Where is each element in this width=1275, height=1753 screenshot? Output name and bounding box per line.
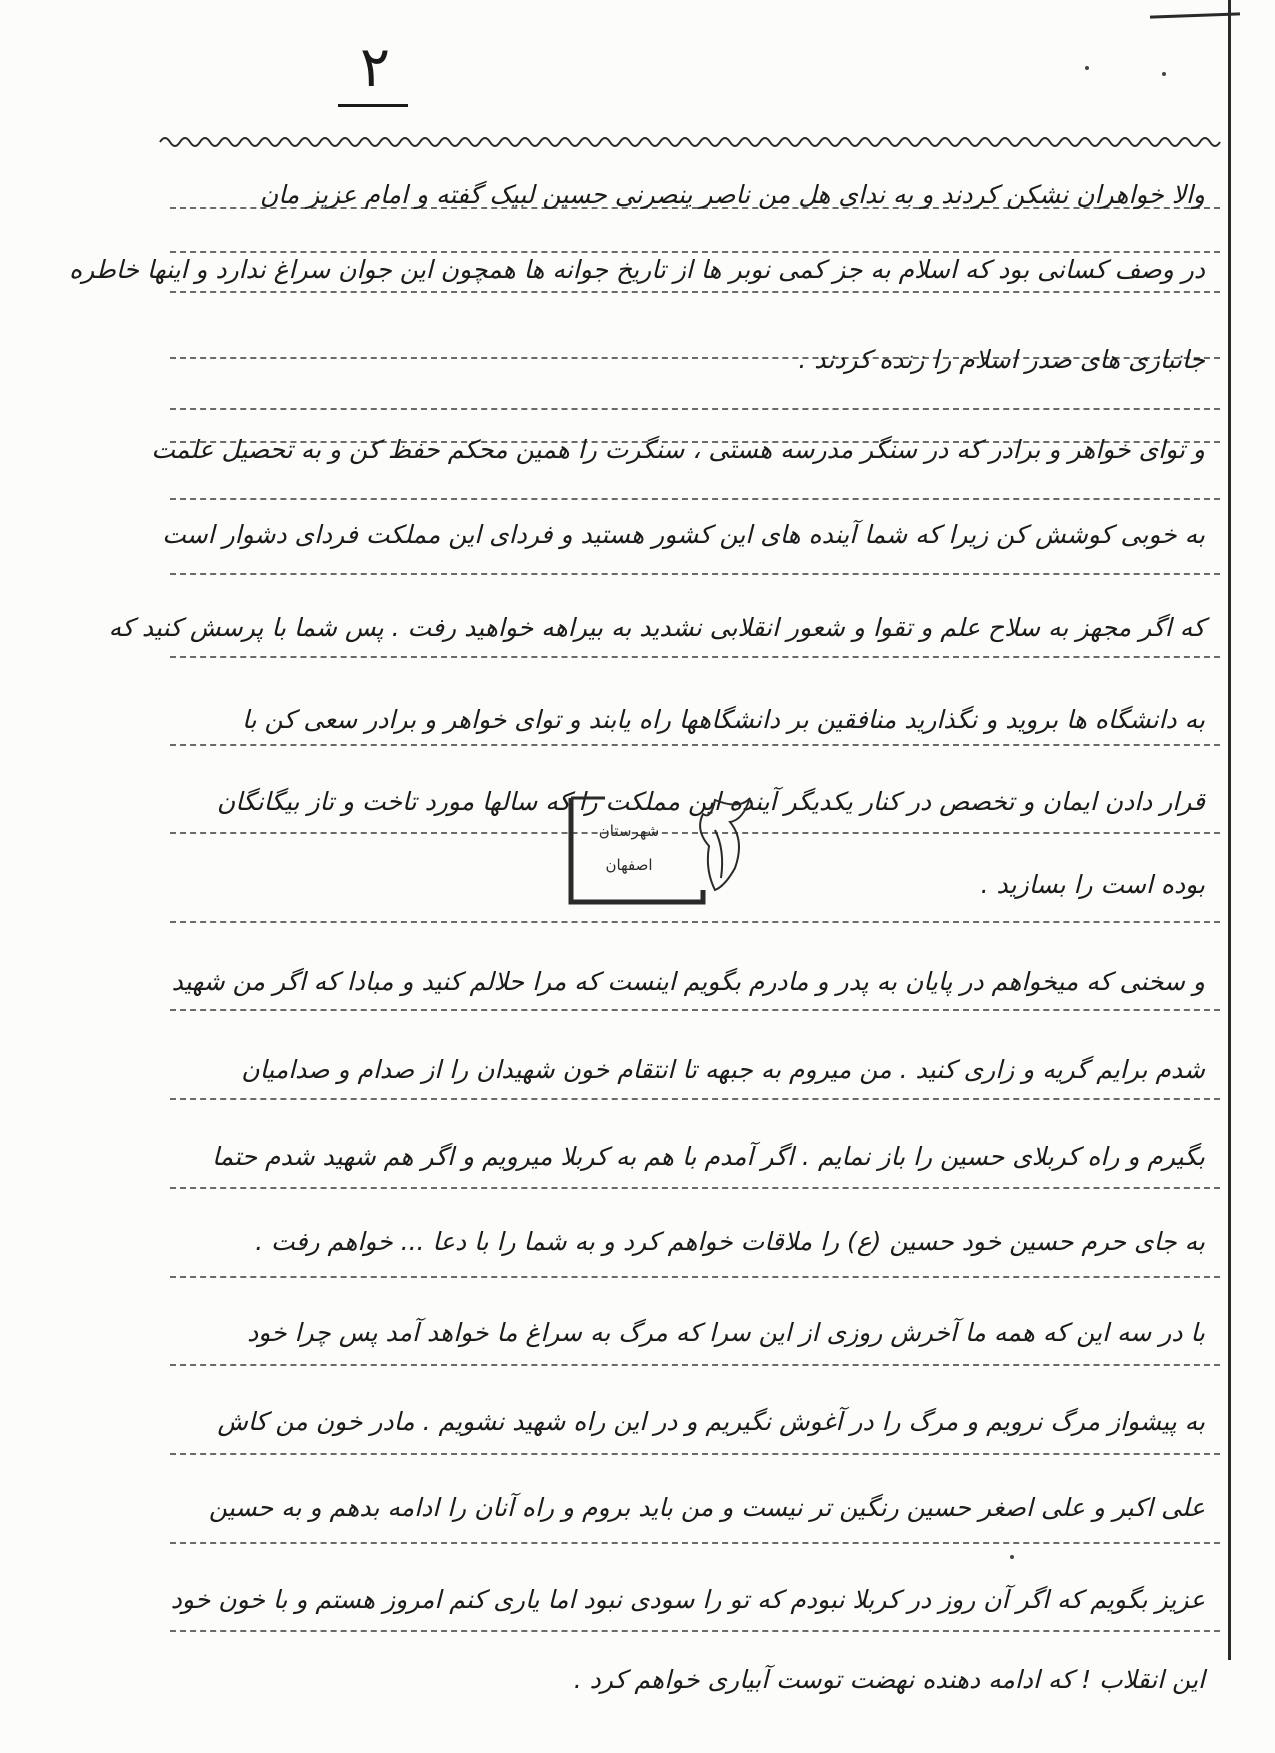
text-line: به خوبی کوشش کن زیرا که شما آینده های این کشور هستید و فردای این مملکت فردای دشوار است <box>162 520 1205 549</box>
text-line: و سخنی که میخواهم در پایان به پدر و مادرم بگویم اینست که مرا حلالم کنید و مبادا که اگر من شهید <box>171 967 1205 996</box>
ruled-line <box>170 291 1220 293</box>
text-line: جانبازی های صدر اسلام را زنده کردند . <box>798 345 1205 374</box>
ruled-line <box>170 1453 1220 1455</box>
text-line: در وصف کسانی بود که اسلام به جز کمی نوبر ها از تاریخ جوانه ها همچون این جوان سراغ ندارد و اینها خاطره <box>69 255 1205 284</box>
text-line: بگیرم و راه کربلای حسین را باز نمایم . اگر آمدم با هم به کربلا میرویم و اگر هم شهید شدم حتما <box>212 1142 1205 1171</box>
ruled-line <box>170 1276 1220 1278</box>
text-line: به جای حرم حسین خود حسین (ع) را ملاقات خواهم کرد و به شما را با دعا ... خواهم رفت . <box>255 1227 1205 1256</box>
text-line: عزیز بگویم که اگر آن روز در کربلا نبودم که تو را سودی نبود اما یاری کنم امروز هستم و با خون خود <box>170 1585 1205 1614</box>
ruled-line <box>170 1187 1220 1189</box>
page-number-underline <box>338 104 408 107</box>
ink-speck <box>1085 66 1089 70</box>
text-line: با در سه این که همه ما آخرش روزی از این سرا که مرگ به سراغ ما خواهد آمد پس چرا خود <box>247 1318 1205 1347</box>
text-line: قرار دادن ایمان و تخصص در کنار یکدیگر آینده این مملکت را که سالها مورد تاخت و تاز بیگانگان <box>216 787 1205 816</box>
ruled-line <box>170 1542 1220 1544</box>
ruled-line <box>170 1098 1220 1100</box>
text-line: علی اکبر و علی اصغر حسین رنگین تر نیست و من باید بروم و راه آنان را ادامه بدهم و به حسین <box>208 1493 1205 1522</box>
page-border-right <box>1228 0 1231 1660</box>
official-stamp <box>565 790 765 910</box>
text-line: این انقلاب ! که ادامه دهنده نهضت توست آبیاری خواهم کرد . <box>573 1665 1205 1694</box>
header-wavy-rule <box>160 130 1230 154</box>
ruled-line <box>170 1630 1220 1632</box>
text-line: والا خواهران نشکن کردند و به ندای هل من ناصر ینصرنی حسین لبیک گفته و امام عزیز مان <box>259 180 1205 209</box>
text-line: و توای خواهر و برادر که در سنگر مدرسه هستی ، سنگرت را همین محکم حفظ کن و به تحصیل علمت <box>151 435 1205 464</box>
ruled-line <box>170 498 1220 500</box>
ruled-line <box>170 573 1220 575</box>
stamp-line-1: شهرستان <box>598 822 660 840</box>
ruled-line <box>170 1009 1220 1011</box>
stamp-line-2: اصفهان <box>605 856 653 874</box>
text-line: به دانشگاه ها بروید و نگذارید منافقین بر دانشگاهها راه یابند و توای خواهر و برادر سعی کن با <box>242 705 1205 734</box>
page-border-top <box>1150 12 1240 18</box>
emblem-icon <box>700 798 750 890</box>
ruled-line <box>170 921 1220 923</box>
ruled-line <box>170 1364 1220 1366</box>
text-line: شدم برایم گریه و زاری کنید . من میروم به جبهه تا انتقام خون شهیدان را از صدام و صدامیان <box>241 1055 1205 1084</box>
page-number: ۲ <box>359 35 391 100</box>
ruled-line <box>170 656 1220 658</box>
ink-speck <box>1010 1555 1014 1559</box>
text-line: به پیشواز مرگ نرویم و مرگ را در آغوش نگیریم و در این راه شهید نشویم . مادر خون من کاش <box>217 1407 1205 1436</box>
ruled-line <box>170 408 1220 410</box>
text-line: بوده است را بسازید . <box>980 870 1205 899</box>
text-line: که اگر مجهز به سلاح علم و تقوا و شعور انقلابی نشدید به بیراهه خواهید رفت . پس شما با پرسش کنید که <box>108 613 1205 642</box>
ruled-line <box>170 744 1220 746</box>
ink-speck <box>1162 72 1166 76</box>
